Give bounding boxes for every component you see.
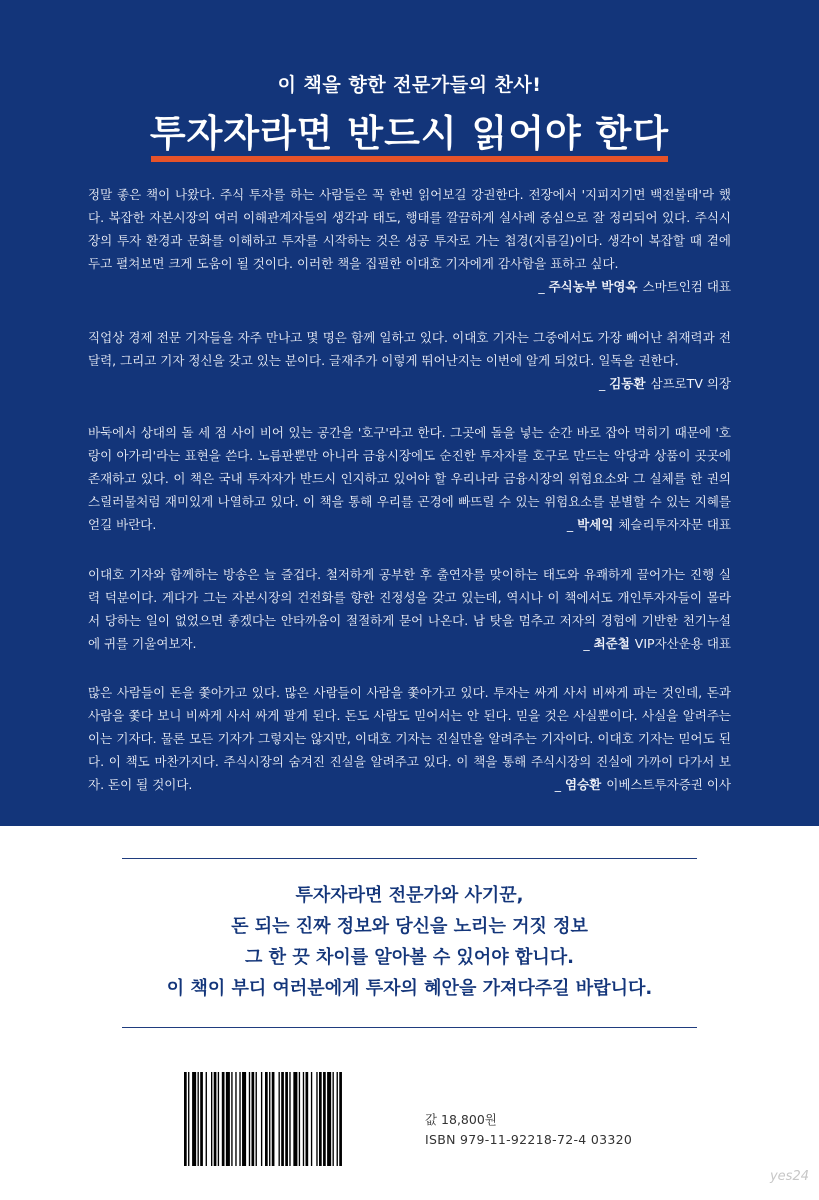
reviewer-name: 염승환 — [565, 777, 602, 792]
attribution-dash: _ — [566, 517, 574, 532]
closing-bottom-rule — [122, 1027, 697, 1028]
attribution-dash: _ — [538, 279, 545, 294]
reviewer-role: VIP자산운용 대표 — [634, 636, 731, 651]
review-text: 바둑에서 상대의 돌 세 점 사이 비어 있는 공간을 '호구'라고 한다. 그곳에 돌을 넣는 순간 바로 잡아 먹히기 때문에 '호랑이 아가리'라는 표현을 쓴다. 노름판뿐만 아니라 금융시장에도 순진한 투자자를 호구로 만드는 악당과 상품이 곳곳에 존재하고 있다. 이 책은 국내 투자자가 반드시 인지하고 있어야 할 우리나라 금융시장의 위험요소와 그 실체를 한 권의 스릴러물처럼 재미있게 나열하고 있다. 이 책을 통해 우리를 곤경에 빠뜨릴 수 있는 위험요소를 분별할 수 있는 지혜를 얻길 바란다. — [88, 425, 731, 532]
closing-line: 투자자라면 전문가와 사기꾼, — [295, 885, 524, 906]
reviewer-role: 이베스트투자증권 이사 — [606, 777, 731, 792]
review-3 — [88, 421, 731, 536]
watermark: yes24 — [769, 1169, 809, 1184]
header-subtitle: 이 책을 향한 전문가들의 찬사! — [277, 74, 542, 96]
review-text: 많은 사람들이 돈을 쫓아가고 있다. 많은 사람들이 사람을 쫓아가고 있다. 투자는 싸게 사서 비싸게 파는 것인데, 돈과 사람을 쫓다 보니 비싸게 사서 싸게 팔게 된다. 돈도 사람도 믿어서는 안 된다. 믿을 것은 사실뿐이다. 사실을 알려주는 이는 기자다. 물론 모든 기자가 그렇지는 않지만, 이대호 기자는 진실만을 알려주는 기자이다. 이대호 기자는 믿어도 된다. 이 책도 마찬가지다. 주식시장의 숨겨진 진실을 알려주고 있다. 이 책을 통해 주식시장의 진실에 가까이 다가서 보자. 돈이 될 것이다. — [88, 685, 731, 792]
attribution-dash: _ — [554, 777, 562, 792]
attribution-dash: _ — [583, 636, 590, 651]
review-attribution — [583, 632, 731, 655]
review-attribution — [567, 513, 731, 536]
closing-message — [0, 880, 819, 1004]
title-underline — [151, 156, 668, 162]
closing-line: 돈 되는 진짜 정보와 당신을 노리는 거짓 정보 — [231, 916, 588, 937]
reviewer-role: 삼프로TV 의장 — [650, 376, 731, 391]
review-text: 이대호 기자와 함께하는 방송은 늘 즐겁다. 철저하게 공부한 후 출연자를 맞이하는 태도와 유쾌하게 끌어가는 진행 실력 덕분이다. 게다가 그는 자본시장의 건전화를 향한 진정성을 갖고 있는데, 역시나 이 책에서도 개인투자자들이 몰라서 당하는 일이 없었으면 좋겠다는 안타까움이 절절하게 묻어 나온다. 남 탓을 멈추고 저자의 경험에 기반한 천기누설에 귀를 기울여보자. — [88, 567, 731, 651]
closing-top-rule — [122, 858, 697, 859]
attribution-dash: _ — [598, 376, 606, 391]
reviewer-name: 주식농부 박영옥 — [548, 279, 638, 294]
review-1 — [88, 183, 731, 298]
isbn-label: ISBN 979-11-92218-72-4 03320 — [425, 1132, 633, 1147]
review-attribution — [538, 275, 731, 298]
review-5 — [88, 681, 731, 796]
review-text: 직업상 경제 전문 기자들을 자주 만나고 몇 명은 함께 일하고 있다. 이대호 기자는 그중에서도 가장 빼어난 취재력과 전달력, 그리고 기자 정신을 갖고 있는 분이다. 글재주가 이렇게 뛰어난지는 이번에 알게 되었다. 일독을 권한다. — [88, 330, 731, 368]
closing-line: 이 책이 부디 여러분에게 투자의 혜안을 가져다주길 바랍니다. — [166, 978, 653, 999]
price-label: 값 18,800원 — [425, 1112, 497, 1127]
isbn-barcode — [182, 1072, 410, 1166]
header-title: 투자자라면 반드시 읽어야 한다 — [149, 112, 670, 155]
reviewer-role: 스마트인컴 대표 — [642, 279, 731, 294]
review-2 — [88, 326, 731, 395]
review-attribution — [599, 372, 731, 395]
closing-line: 그 한 끗 차이를 알아볼 수 있어야 합니다. — [245, 947, 574, 968]
reviewer-role: 체슬리투자자문 대표 — [618, 517, 731, 532]
reviewer-name: 최준철 — [593, 636, 630, 651]
review-attribution — [555, 773, 731, 796]
review-4 — [88, 563, 731, 655]
review-text: 정말 좋은 책이 나왔다. 주식 투자를 하는 사람들은 꼭 한번 읽어보길 강권한다. 전장에서 '지피지기면 백전불태'라 했다. 복잡한 자본시장의 여러 이해관계자들의 생각과 태도, 행태를 깔끔하게 실사례 중심으로 잘 정리되어 있다. 주식시장의 투자 환경과 문화를 이해하고 투자를 시작하는 것은 성공 투자로 가는 첩경(지름길)이다. 생각이 복잡할 때 곁에 두고 펼쳐보면 크게 도움이 될 것이다. 이러한 책을 집필한 이대호 기자에게 감사함을 표하고 싶다. — [88, 187, 731, 271]
reviewer-name: 김동환 — [609, 376, 646, 391]
reviewer-name: 박세익 — [577, 517, 614, 532]
